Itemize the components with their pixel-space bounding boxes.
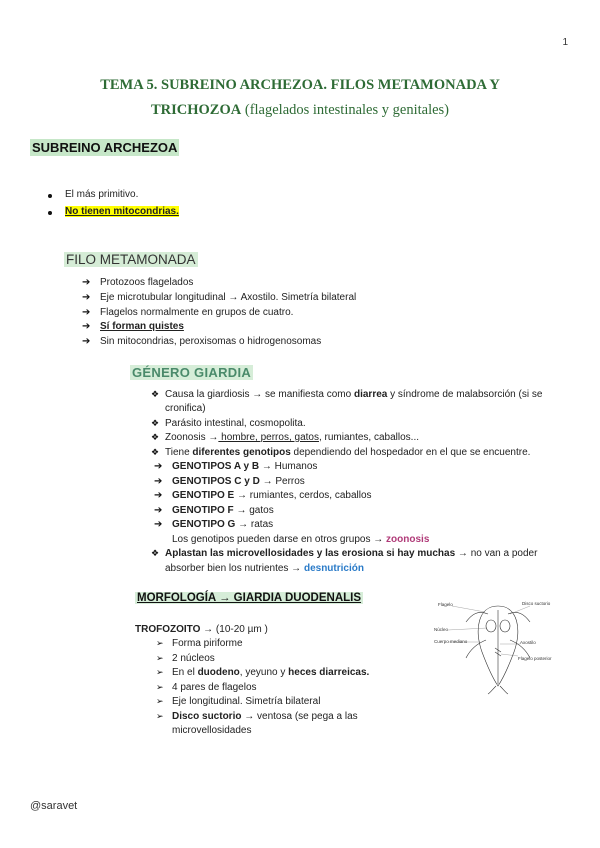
label-nucleo: Núcleo <box>434 627 449 632</box>
page-title-line1: TEMA 5. SUBREINO ARCHEZOA. FILOS METAMONADA Y <box>100 77 500 93</box>
genotype-item-4: ➔ GENOTIPO F → gatos <box>154 505 274 516</box>
troph-item-1: ➢ Forma piriforme <box>156 638 243 649</box>
subreino-bullet-1: El más primitivo. <box>65 189 138 200</box>
troph-item-5: ➢ Eje longitudinal. Simetría bilateral <box>156 696 321 707</box>
diamond-bullet-icon: ❖ <box>151 432 160 442</box>
arrow-icon: ➔ <box>82 321 91 332</box>
genero-bullet-5: ❖ Aplastan las microvellosidades y las erosiona si hay muchas → no van a poder <box>151 548 538 559</box>
filo-item-5: ➔ Sin mitocondrias, peroxisomas o hidrogenosomas <box>82 336 322 347</box>
footer-author: @saravet <box>30 800 78 812</box>
genotype-note: Los genotipos pueden darse en otros grupos → zoonosis <box>172 534 430 545</box>
genero-bullet-5-cont: absorber bien los nutrientes → desnutrición <box>165 563 364 574</box>
filo-item-4: ➔ Sí forman quistes <box>82 321 184 332</box>
diamond-bullet-icon: ❖ <box>151 389 160 399</box>
morfologia-heading: MORFOLOGÍA → GIARDIA DUODENALIS <box>137 592 362 604</box>
genotype-item-5: ➔ GENOTIPO G → ratas <box>154 519 274 530</box>
arrow-icon: ➔ <box>154 505 163 516</box>
label-flagelo: Flagelo <box>438 602 453 607</box>
troph-item-4: ➢ 4 pares de flagelos <box>156 682 257 693</box>
filo-item-2: ➔ Eje microtubular longitudinal → Axostilo. Simetría bilateral <box>82 292 357 303</box>
triangle-bullet-icon: ➢ <box>156 667 164 677</box>
triangle-bullet-icon: ➢ <box>156 711 164 721</box>
title-rest: (flagelados intestinales y genitales) <box>241 102 449 118</box>
genotype-item-3: ➔ GENOTIPO E → rumiantes, cerdos, caballos <box>154 490 372 501</box>
genero-bullet-1-cont: cronifica) <box>165 403 206 414</box>
trofozoito-heading: TROFOZOITO → (10-20 µm ) <box>135 624 268 635</box>
arrow-icon: ➔ <box>82 277 91 288</box>
subreino-heading: SUBREINO ARCHEZOA <box>32 140 178 155</box>
label-cuerpo: Cuerpo mediano <box>434 639 468 644</box>
arrow-icon: ➔ <box>154 490 163 501</box>
genero-bullet-3: ❖ Zoonosis → hombre, perros, gatos, rumiantes, caballos... <box>151 432 420 443</box>
triangle-bullet-icon: ➢ <box>156 696 164 706</box>
triangle-bullet-icon: ➢ <box>156 638 164 648</box>
diamond-bullet-icon: ❖ <box>151 418 160 428</box>
bullet-dot <box>48 211 52 215</box>
troph-item-6-cont: microvellosidades <box>172 725 252 736</box>
arrow-icon: ➔ <box>154 476 163 487</box>
arrow-icon: ➔ <box>154 461 163 472</box>
label-flagelo-post: Flagelo posterior <box>518 656 552 661</box>
label-axostilo: Axostilo <box>520 640 536 645</box>
arrow-icon: ➔ <box>82 292 91 303</box>
troph-item-3: ➢ En el duodeno, yeyuno y heces diarreicas. <box>156 667 370 678</box>
page-title-line2 <box>0 102 600 119</box>
genero-bullet-1: ❖ Causa la giardiosis → se manifiesta como diarrea y síndrome de malabsorción (si se <box>151 389 543 400</box>
genero-heading: GÉNERO GIARDIA <box>132 365 252 380</box>
genotype-item-2: ➔ GENOTIPOS C y D → Perros <box>154 476 305 487</box>
filo-item-3: ➔ Flagelos normalmente en grupos de cuatro. <box>82 307 294 318</box>
genero-bullet-2: ❖ Parásito intestinal, cosmopolita. <box>151 418 306 429</box>
diamond-bullet-icon: ❖ <box>151 548 160 558</box>
arrow-icon: ➔ <box>82 336 91 347</box>
filo-heading: FILO METAMONADA <box>66 252 196 267</box>
giardia-trophozoite-diagram <box>430 600 565 695</box>
page-number: 1 <box>562 37 568 48</box>
arrow-icon: ➔ <box>154 519 163 530</box>
triangle-bullet-icon: ➢ <box>156 653 164 663</box>
triangle-bullet-icon: ➢ <box>156 682 164 692</box>
label-disco: Disco suctorio <box>522 601 551 606</box>
title-bold: TRICHOZOA <box>150 102 242 118</box>
bullet-dot <box>48 194 52 198</box>
filo-item-1: ➔ Protozoos flagelados <box>82 277 194 288</box>
diamond-bullet-icon: ❖ <box>151 447 160 457</box>
troph-item-6: ➢ Disco suctorio → ventosa (se pega a las <box>156 711 358 722</box>
subreino-bullet-2: No tienen mitocondrias. <box>65 206 179 217</box>
arrow-icon: ➔ <box>82 307 91 318</box>
genero-bullet-4: ❖ Tiene diferentes genotipos dependiendo del hospedador en el que se encuentre. <box>151 447 531 458</box>
troph-item-2: ➢ 2 núcleos <box>156 653 215 664</box>
genotype-item-1: ➔ GENOTIPOS A y B → Humanos <box>154 461 318 472</box>
